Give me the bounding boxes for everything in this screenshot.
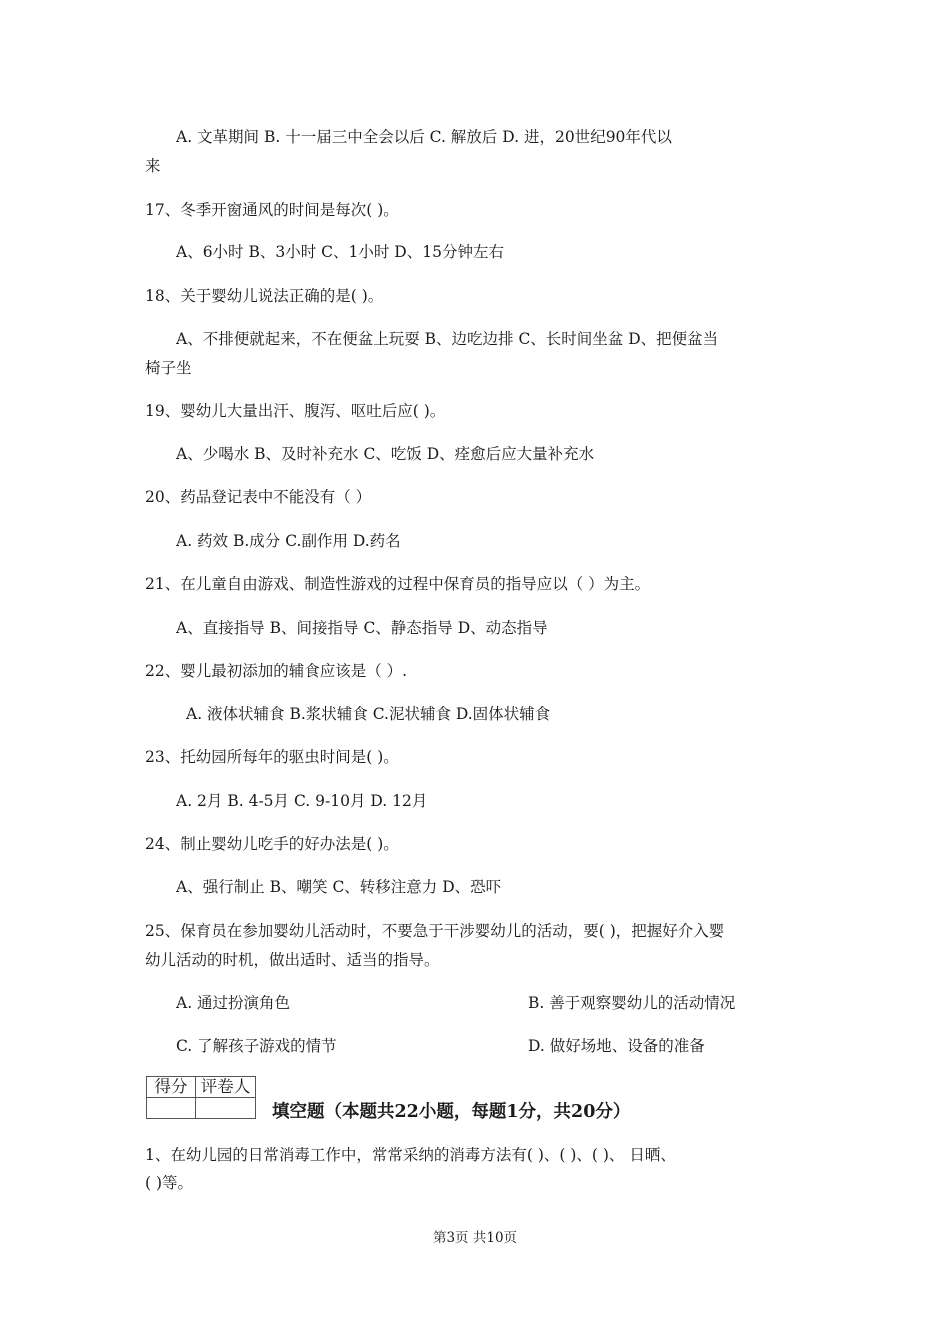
score-cell bbox=[147, 1098, 196, 1119]
question-18-options-line1: A、不排便就起来，不在便盆上玩耍 B、边吃边排 C、长时间坐盆 D、把便盆当 bbox=[176, 330, 719, 348]
question-25-option-d: D. 做好场地、设备的准备 bbox=[528, 1037, 705, 1055]
question-18-options-line2: 椅子坐 bbox=[145, 359, 192, 377]
question-21-options: A、直接指导 B、间接指导 C、静态指导 D、动态指导 bbox=[176, 619, 548, 637]
question-25-option-b: B. 善于观察婴幼儿的活动情况 bbox=[528, 994, 736, 1012]
question-17-stem: 17、冬季开窗通风的时间是每次( )。 bbox=[145, 201, 399, 219]
question-19-options: A、少喝水 B、及时补充水 C、吃饭 D、痊愈后应大量补充水 bbox=[176, 445, 595, 463]
page-footer: 第3页 共10页 bbox=[432, 1230, 518, 1246]
question-20-stem: 20、药品登记表中不能没有（ ） bbox=[145, 488, 372, 506]
score-label: 得分 bbox=[147, 1077, 196, 1098]
question-16-options-line1: A. 文革期间 B. 十一届三中全会以后 C. 解放后 D. 进，20世纪90年代以 bbox=[176, 128, 672, 146]
score-box bbox=[146, 1076, 256, 1119]
question-18-stem: 18、关于婴幼儿说法正确的是( )。 bbox=[145, 287, 384, 305]
question-25-stem-line1: 25、保育员在参加婴幼儿活动时，不要急于干涉婴幼儿的活动，要( )，把握好介入婴 bbox=[145, 922, 725, 940]
question-16-options-line2: 来 bbox=[145, 157, 161, 175]
reviewer-cell bbox=[196, 1098, 256, 1119]
fill-question-1-line1: 1、在幼儿园的日常消毒工作中，常常采纳的消毒方法有( )、( )、( )、 日晒、 bbox=[145, 1146, 676, 1164]
question-24-options: A、强行制止 B、嘲笑 C、转移注意力 D、恐吓 bbox=[176, 878, 502, 896]
question-23-options: A. 2月 B. 4-5月 C. 9-10月 D. 12月 bbox=[176, 792, 428, 810]
question-23-stem: 23、托幼园所每年的驱虫时间是( )。 bbox=[145, 748, 399, 766]
question-20-options: A. 药效 B.成分 C.副作用 D.药名 bbox=[176, 532, 401, 550]
reviewer-label: 评卷人 bbox=[196, 1077, 256, 1098]
question-25-option-a: A. 通过扮演角色 bbox=[176, 994, 291, 1012]
question-25-option-c: C. 了解孩子游戏的情节 bbox=[176, 1037, 337, 1055]
question-22-options: A. 液体状辅食 B.浆状辅食 C.泥状辅食 D.固体状辅食 bbox=[186, 705, 551, 723]
question-24-stem: 24、制止婴幼儿吃手的好办法是( )。 bbox=[145, 835, 399, 853]
question-21-stem: 21、在儿童自由游戏、制造性游戏的过程中保育员的指导应以（ ）为主。 bbox=[145, 575, 651, 593]
section-title: 填空题（本题共22小题，每题1分，共20分） bbox=[272, 1102, 631, 1122]
question-17-options: A、6小时 B、3小时 C、1小时 D、15分钟左右 bbox=[176, 243, 504, 261]
question-22-stem: 22、婴儿最初添加的辅食应该是（ ）. bbox=[145, 662, 408, 680]
fill-question-1-line2: ( )等。 bbox=[145, 1174, 194, 1192]
question-25-stem-line2: 幼儿活动的时机，做出适时、适当的指导。 bbox=[145, 951, 440, 969]
question-19-stem: 19、婴幼儿大量出汗、腹泻、呕吐后应( )。 bbox=[145, 402, 446, 420]
